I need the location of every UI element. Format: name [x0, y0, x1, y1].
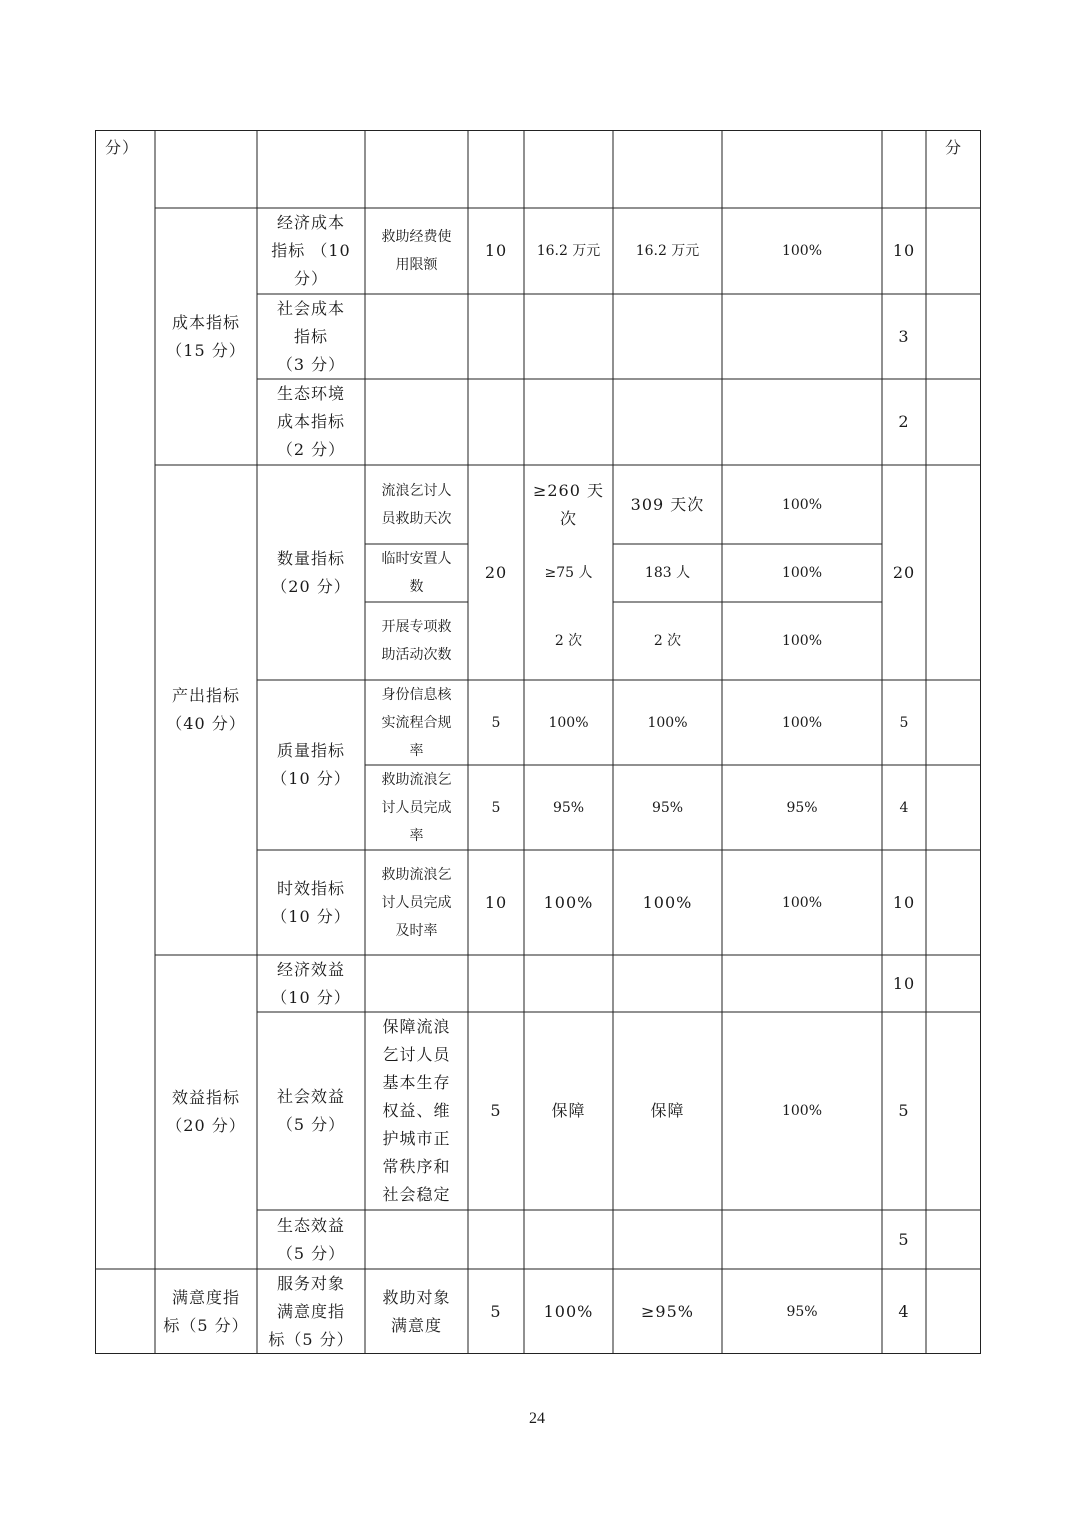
benefit-ecological-score: 5 — [898, 1229, 910, 1249]
timeliness-rate: 100% — [781, 894, 823, 911]
quantity-item-1: 流浪乞讨人 员救助天次 — [381, 482, 452, 527]
performance-table — [95, 130, 981, 1354]
timeliness-actual: 100% — [642, 892, 693, 912]
benefit-social-score: 5 — [898, 1101, 910, 1120]
benefit-economic-sub: 经济效益 （10 分） — [271, 959, 351, 1007]
benefit-ecological-sub: 生态效益 （5 分） — [276, 1215, 346, 1263]
quality-score-2: 4 — [899, 799, 909, 816]
quantity-item-2: 临时安置人 数 — [381, 551, 452, 595]
cost-economic-sub: 经济成本 指标 （10 分） — [271, 213, 351, 288]
quantity-score: 20 — [892, 562, 916, 582]
benefit-social-item: 保障流浪 乞讨人员 基本生存 权益、维 护城市正 常秩序和 社会稳定 — [382, 1017, 451, 1204]
quantity-weight: 20 — [484, 562, 508, 582]
cost-economic-target: 16.2 万元 — [536, 243, 601, 259]
benefit-category: 效益指标 （20 分） — [166, 1088, 246, 1135]
quality-item-2: 救助流浪乞 讨人员完成 率 — [381, 771, 452, 844]
benefit-social-target: 保障 — [551, 1101, 586, 1120]
satisfaction-score: 4 — [898, 1301, 910, 1321]
quality-weight-2: 5 — [491, 799, 501, 816]
timeliness-item: 救助流浪乞 讨人员完成 及时率 — [381, 866, 452, 939]
cost-economic-actual: 16.2 万元 — [635, 243, 700, 259]
benefit-social-rate: 100% — [781, 1103, 823, 1119]
benefit-economic-score: 10 — [892, 973, 916, 993]
quantity-target-3: 2 次 — [554, 633, 583, 649]
quantity-target-2: ≥75 人 — [544, 565, 593, 581]
top-row-last-cell: 分 — [944, 138, 962, 157]
quality-rate-1: 100% — [781, 714, 823, 731]
quantity-rate-1: 100% — [781, 496, 823, 513]
cost-economic-weight: 10 — [484, 241, 508, 260]
cost-eco-sub: 生态环境 成本指标 （2 分） — [276, 384, 346, 459]
cost-social-sub: 社会成本 指标 （3 分） — [276, 298, 346, 374]
quantity-item-3: 开展专项救 助活动次数 — [381, 619, 452, 663]
satisfaction-sub: 服务对象 满意度指 标（5 分） — [268, 1273, 354, 1349]
quantity-target-1: ≥260 天 次 — [532, 480, 605, 528]
cost-economic-item: 救助经费使 用限额 — [381, 229, 452, 273]
quality-target-1: 100% — [548, 714, 589, 731]
cost-economic-score: 10 — [892, 241, 916, 260]
quantity-rate-2: 100% — [781, 565, 823, 581]
satisfaction-rate: 95% — [786, 1303, 818, 1320]
benefit-social-weight: 5 — [490, 1101, 502, 1120]
satisfaction-item: 救助对象 满意度 — [382, 1287, 451, 1335]
satisfaction-actual: ≥95% — [641, 1301, 694, 1321]
timeliness-score: 10 — [892, 892, 916, 912]
quality-score-1: 5 — [899, 714, 909, 731]
cost-eco-score: 2 — [898, 412, 910, 431]
benefit-social-actual: 保障 — [650, 1101, 685, 1120]
page-number: 24 — [529, 1410, 545, 1427]
cost-category: 成本指标 （15 分） — [166, 312, 246, 360]
quality-sub: 质量指标 （10 分） — [271, 741, 351, 788]
top-row-first-cell: 分） — [105, 138, 140, 157]
cost-economic-rate: 100% — [781, 243, 823, 259]
timeliness-target: 100% — [543, 892, 594, 912]
satisfaction-category: 满意度指 标（5 分） — [163, 1287, 249, 1335]
satisfaction-weight: 5 — [490, 1301, 502, 1321]
quality-item-1: 身份信息核 实流程合规 率 — [381, 686, 452, 759]
output-category: 产出指标 （40 分） — [166, 686, 246, 733]
quality-weight-1: 5 — [491, 714, 501, 731]
timeliness-sub: 时效指标 （10 分） — [271, 878, 351, 926]
benefit-social-sub: 社会效益 （5 分） — [276, 1087, 346, 1134]
quantity-actual-3: 2 次 — [653, 633, 682, 649]
quantity-actual-1: 309 天次 — [630, 494, 705, 514]
quantity-actual-2: 183 人 — [644, 565, 691, 581]
satisfaction-target: 100% — [543, 1301, 594, 1321]
cost-social-score: 3 — [898, 326, 910, 346]
quality-rate-2: 95% — [786, 799, 818, 816]
quality-actual-2: 95% — [651, 799, 684, 816]
quality-actual-1: 100% — [647, 714, 688, 731]
quality-target-2: 95% — [552, 799, 585, 816]
quantity-sub: 数量指标 （20 分） — [271, 548, 351, 596]
timeliness-weight: 10 — [484, 892, 508, 912]
quantity-rate-3: 100% — [781, 633, 823, 649]
